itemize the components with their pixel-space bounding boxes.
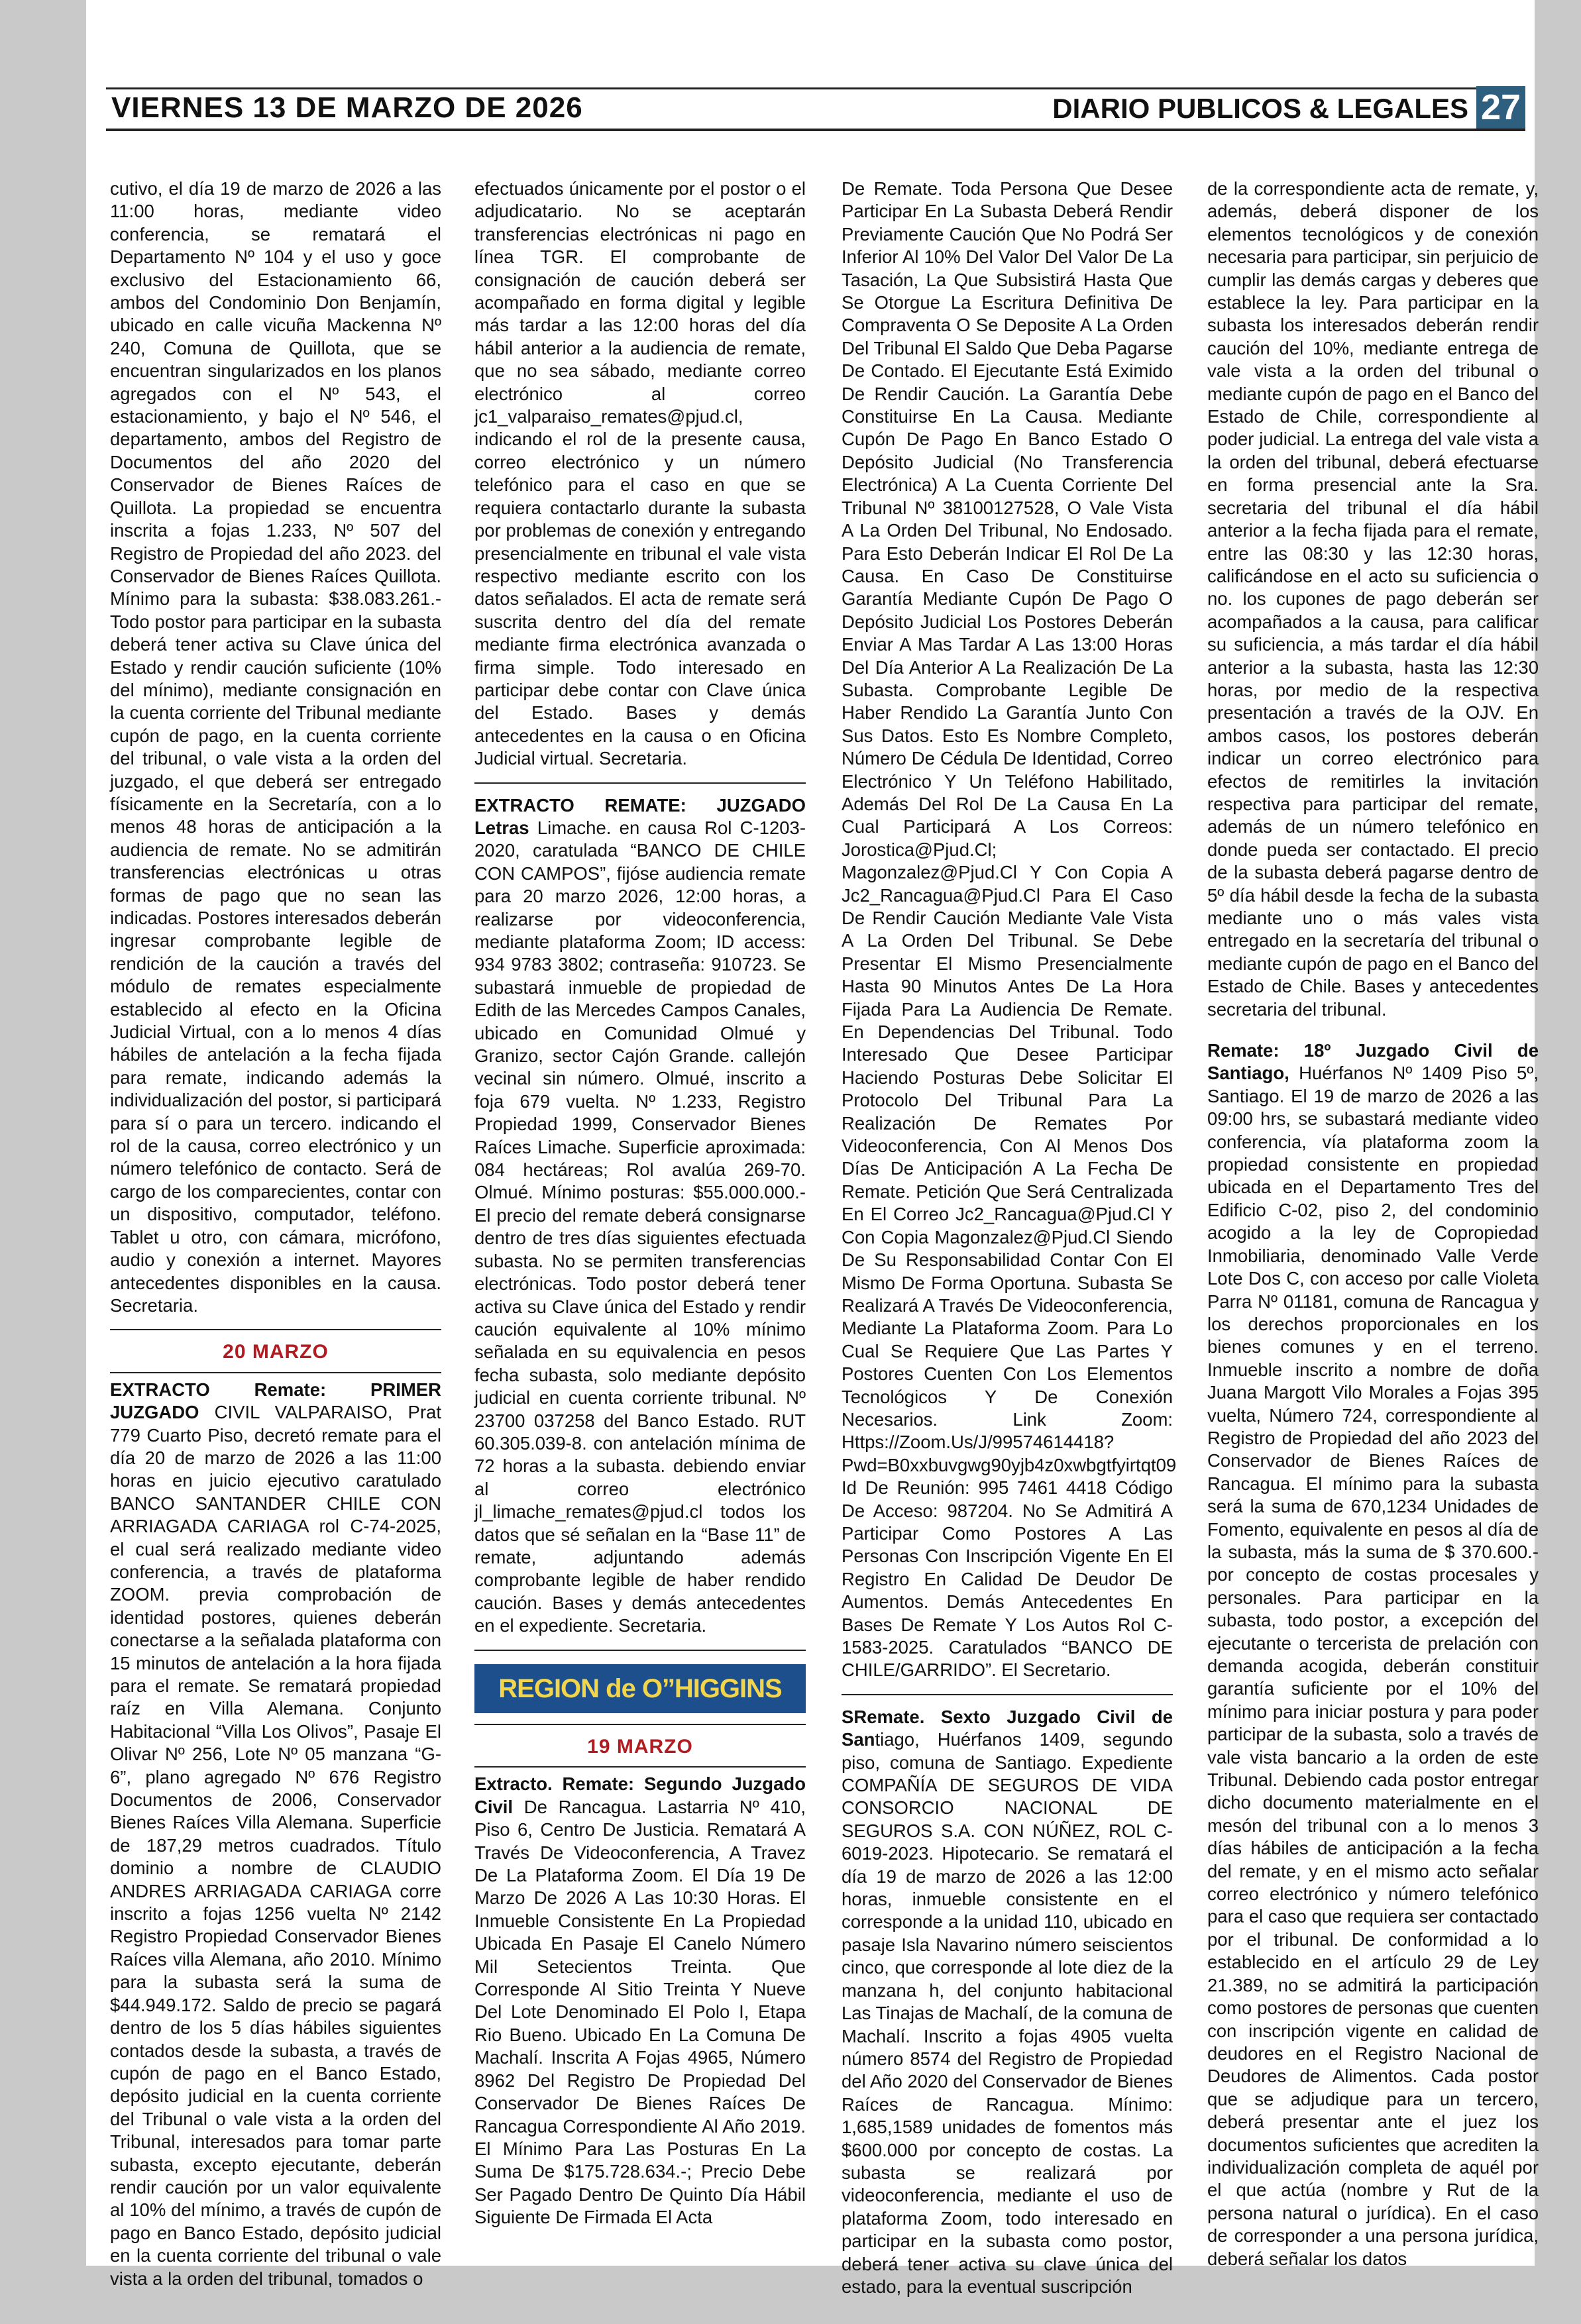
- header-bottom-rule: [106, 129, 1525, 131]
- column-4: [1207, 178, 1539, 2270]
- divider: [842, 1694, 1173, 1695]
- notice-text: de la correspondiente acta de remate, y, además, deberá disponer de los elementos tecnológicos y de conexión necesaria para participar, sin perjuicio de cumplir las demás cargas y deberes que establece la ley. Para participar en la subasta los interesados deberán rendir caución del 10%, mediante entrega de vale vista a la orden del tribunal o mediante cupón de pago en el Banco del Estado de Chile, correspondiente al poder judicial. La entrega del vale vista a la orden del tribunal, deberá efectuarse en forma presencial ante la Sra. secretaria del tribunal el día hábil anterior a la fecha fijada para el remate, entre las 08:30 y las 12:30 horas, calificándose en el acto su suficiencia o no. los cupones de pago deberán ser acompañados a la causa, para calificar su suficiencia, a más tardar el día hábil anterior a la subasta, hasta las 12:30 horas, por medio de la respectiva presentación a través de la OJV. En ambos casos, los postores deberán indicar un correo electrónico para efectos de remitirles la invitación respectiva para participar del remate, además de un número telefónico en donde pueda ser contactado. El precio de la subasta deberá pagarse dentro de 5º día hábil desde la fecha de la subasta mediante uno o más vales vista entregado en la secretaría del tribunal o mediante cupón de pago en el Banco del Estado de Chile. Bases y antecedentes secretaria del tribunal.: [1207, 178, 1539, 1020]
- spacer: [1207, 1021, 1539, 1039]
- divider: [474, 1650, 806, 1651]
- divider: [110, 1372, 441, 1373]
- column-1: [110, 178, 441, 2290]
- divider: [474, 1766, 806, 1768]
- notice-body: Limache. en causa Rol C-1203-2020, caratulada “BANCO DE CHILE CON CAMPOS”, fijóse audiencia remate para 20 marzo 2026, 12:00 horas, a realizarse por videoconferencia, mediante plataforma Zoom; ID access: 934 9783 3802; contraseña: 910723. Se subastará inmueble de propiedad de Edith de las Mercedes Campos Canales, ubicado en Comunidad Olmué y Granizo, sector Cajón Grande. callejón vecinal sin número. Olmué, inscrito a foja 679 vuelta. Nº 1.233, Registro Propiedad 1999, Conservador Bienes Raíces Limache. Superficie aproximada: 084 hectáreas; Rol avalúa 269-70. Olmué. Mínimo posturas: $55.000.000.- El precio del remate deberá consignarse dentro de tres días siguientes efectuada subasta. No se permiten transferencias electrónicas. Todo postor deberá tener activa su Clave única del Estado y rendir caución equivalente al 10% mínimo señalada en su equivalencia en pesos fecha subasta, solo mediante depósito judicial en cuenta corriente tribunal. Nº 23700 037258 del Banco Estado. RUT 60.305.039-8. con antelación mínima de 72 horas a la subasta. debiendo enviar al correo electrónico jl_limache_remates@pjud.cl todos los datos que sé señalan en la “Base 11” de remate, adjuntando además comprobante legible de haber rendido caución. Bases y demás antecedentes en el expediente. Secretaria.: [474, 817, 806, 1636]
- header-top-rule: [106, 87, 1495, 89]
- notice-title: EXTRACTO Remate: PRIMER JUZGADO: [110, 1379, 441, 1423]
- notice-body: tiago, Huérfanos 1409, segundo piso, comuna de Santiago. Expediente COMPAÑÍA DE SEGUROS DE VIDA CONSORCIO NACIONAL DE SEGUROS S.A. CON NÚÑEZ, ROL C-6019-2023. Hipotecario. Se rematará el día 19 de marzo de 2026 a las 12:00 horas, inmueble consistente en el corresponde a la unidad 110, ubicado en pasaje Isla Navarino número seiscientos cinco, que corresponde al lote diez de la manzana h, del conjunto habitacional Las Tinajas de Machalí, de la comuna de Machalí. Inscrito a fojas 4905 vuelta número 8574 del Registro de Propiedad del Año 2020 del Conservador de Bienes Raíces de Rancagua. Mínimo: 1,685,1589 unidades de fomentos más $600.000 por concepto de costas. La subasta se realizará por videoconferencia, mediante el uso de plataforma Zoom, todo interesado en participar en la subasta como postor, deberá tener activa su clave única del estado, para la eventual suscripción: [842, 1729, 1173, 2297]
- region-banner: REGION de O’’HIGGINS: [474, 1664, 806, 1713]
- notice-text: cutivo, el día 19 de marzo de 2026 a las 11:00 horas, mediante video conferencia, se rematará el Departamento Nº 104 y el uso y goce exclusivo del Estacionamiento 66, ambos del Condominio Don Benjamín, ubicado en calle vicuña Mackenna Nº 240, Comuna de Quillota, que se encuentran singularizados en los planos agregados con el Nº 543, el estacionamiento, y bajo el Nº 546, el departamento, ambos del Registro de Documentos del año 2020 del Conservador de Bienes Raíces de Quillota. La propiedad se encuentra inscrita a fojas 1.233, Nº 507 del Registro de Propiedad del año 2023. del Conservador de Bienes Raíces Quillota. Mínimo para la subasta: $38.083.261.- Todo postor para participar en la subasta deberá tener activa su Clave única del Estado y rendir caución suficiente (10% del mínimo), mediante consignación en la cuenta corriente del Tribunal mediante cupón de pago, en la cuenta corriente del tribunal, o vale vista a la orden del juzgado, el que deberá ser entregado físicamente en la Secretaría, con a lo menos 48 horas de anticipación a la audiencia de remate. No se admitirán transferencias electrónicas u otras formas de pago que no sean las indicadas. Postores interesados deberán ingresar comprobante legible de rendición de la caución a través del módulo de remates especialmente establecido al efecto en la Oficina Judicial Virtual, con a lo menos 4 días hábiles de antelación a la fecha fijada para remate, indicando además la individualización del postor, si participará para sí o para un tercero. indicando el rol de la causa, correo electrónico y un número telefónico de contacto. Será de cargo de los comparecientes, contar con un dispositivo, computador, teléfono. Tablet u otro, con cámara, micrófono, audio y conexión a internet. Mayores antecedentes disponibles en la causa. Secretaria.: [110, 178, 441, 1316]
- divider: [474, 782, 806, 784]
- date-heading: 20 MARZO: [223, 1341, 329, 1363]
- notice-text: [1207, 1039, 1539, 2270]
- notice-title: SRemate. Sexto Juzgado Civil de San: [842, 1706, 1173, 1750]
- notice-text: [474, 794, 806, 1638]
- notice-title: Extracto. Remate: Segundo Juzgado Civil: [474, 1773, 806, 1817]
- header-date: VIERNES 13 DE MARZO DE 2026: [111, 91, 583, 124]
- date-heading: 19 MARZO: [587, 1736, 693, 1758]
- notice-body: Huérfanos Nº 1409 Piso 5º, Santiago. El 19 de marzo de 2026 a las 09:00 hrs, se subastará mediante video conferencia, vía plataforma zoom la propiedad consistente en propiedad ubicada en el Departamento Tres del Edificio C-02, piso 2, del condominio acogido a la ley de Copropiedad Inmobiliaria, denominado Valle Verde Lote Dos C, con acceso por calle Violeta Parra Nº 01181, comuna de Rancagua y los derechos proporcionales en los bienes comunes y en el terreno. Inmueble inscrito a nombre de doña Juana Margott Vilo Morales a Fojas 395 vuelta, Número 724, correspondiente al Registro de Propiedad del año 2023 del Conservador de Bienes Raíces de Rancagua. El mínimo para la subasta será la suma de 670,1234 Unidades de Fomento, equivalente en pesos al día de la subasta, más la suma de $ 370.600.- por concepto de costas procesales y personales. Para participar en la subasta, todo postor, a excepción del ejecutante o tercerista de prelación con demanda acogida, deberán constituir garantía suficiente por el 10% del mínimo para iniciar postura y para poder participar de la subasta, solo a través de vale vista bancario a la orden de este Tribunal. Debiendo cada postor entregar dicho documento materialmente en el mesón del tribunal con a lo menos 3 días hábiles de anticipación a la fecha del remate, y en el mismo acto señalar correo electrónico y número telefónico para el caso que requiera ser contactado por el tribunal. De conformidad a lo establecido en el artículo 29 de Ley 21.389, no se admitirá la participación como postores de personas que cuenten con inscripción vigente en calidad de deudores en el Registro Nacional de Deudores de Alimentos. Cada postor que se adjudique para un tercero, deberá presentar ante el juez los documentos suficientes que acrediten la individualización completa de aquél por el que actúa (nombre y Rut de la persona natural o jurídica). En el caso de corresponder a una persona jurídica, deberá señalar los datos: [1207, 1063, 1539, 2269]
- column-2: [474, 178, 806, 2229]
- divider: [474, 1724, 806, 1725]
- column-3: [842, 178, 1177, 2298]
- notice-text: [110, 1379, 441, 2290]
- notice-title: EXTRACTO REMATE: JUZGADO Letras: [474, 794, 806, 838]
- header-publication: DIARIO PUBLICOS & LEGALES: [1052, 93, 1468, 124]
- divider: [110, 1329, 441, 1330]
- notice-body: CIVIL VALPARAISO, Prat 779 Cuarto Piso, decretó remate para el día 20 de marzo de 2026 a las 11:00 horas en juicio ejecutivo caratulado BANCO SANTANDER CHILE CON ARRIAGADA CARIAGA rol C-74-2025, el cual será realizado mediante video conferencia, a través de plataforma ZOOM. previa comprobación de identidad postores, quienes deberán conectarse a la señalada plataforma con 15 minutos de antelación a la hora fijada para el remate. Se rematará propiedad raíz en Villa Alemana. Conjunto Habitacional “Villa Los Olivos”, Pasaje El Olivar Nº 256, Lote Nº 05 manzana “G-6”, plano agregado Nº 676 Registro Documentos de 2006, Conservador Bienes Raíces Villa Alemana. Superficie de 187,29 metros cuadrados. Título dominio a nombre de CLAUDIO ANDRES ARRIAGADA CARIAGA corre inscrito a fojas 1256 vuelta Nº 2142 Registro Propiedad Conservador Bienes Raíces villa Alemana, año 2010. Mínimo para la subasta será la suma de $44.949.172. Saldo de precio se pagará dentro de los 5 días hábiles siguientes contados desde la subasta, a través de cupón de pago en el Banco Estado, depósito judicial en la cuenta corriente del Tribunal o vale vista a la orden del Tribunal, interesados para tomar parte subasta, excepto ejecutante, deberán rendir caución por un valor equivalente al 10% del mínimo, a través de cupón de pago en Banco Estado, depósito judicial en la cuenta corriente del tribunal o vale vista a la orden del tribunal, tomados o: [110, 1402, 441, 2289]
- newspaper-page: [86, 0, 1539, 2297]
- page-number-badge: 27: [1476, 86, 1525, 129]
- notice-title: Remate: 18º Juzgado Civil de Santiago,: [1207, 1040, 1539, 1084]
- notice-text: De Remate. Toda Persona Que Desee Participar En La Subasta Deberá Rendir Previamente Caución Que No Podrá Ser Inferior Al 10% Del Valor Del Valor De La Tasación, La Que Subsistirá Hasta Que Se Otorgue La Escritura Definitiva De Compraventa O Se Deposite A La Orden Del Tribunal El Saldo Que Deba Pagarse De Contado. El Ejecutante Está Eximido De Rendir Caución. La Garantía Debe Constituirse En La Causa. Mediante Cupón De Pago En Banco Estado O Depósito Judicial (No Transferencia Electrónica) A La Cuenta Corriente Del Tribunal Nº 38100127528, O Vale Vista A La Orden Del Tribunal, No Endosado. Para Esto Deberán Indicar El Rol De La Causa. En Caso De Constituirse Garantía Mediante Cupón De Pago O Depósito Judicial Los Postores Deberán Enviar A Mas Tardar A Las 13:00 Horas Del Día Anterior A La Realización De La Subasta. Comprobante Legible De Haber Rendido La Garantía Junto Con Sus Datos. Esto Es Nombre Completo, Número De Cédula De Identidad, Correo Electrónico Y Un Teléfono Habilitado, Además Del Rol De La Causa En La Cual Participará A Los Correos: Jorostica@Pjud.Cl; Magonzalez@Pjud.Cl Y Con Copia A Jc2_Rancagua@Pjud.Cl Para El Caso De Rendir Caución Mediante Vale Vista A La Orden Del Tribunal. Se Debe Presentar El Mismo Presencialmente Hasta 90 Minutos Antes De La Hora Fijada Para La Audiencia De Remate. En Dependencias Del Tribunal. Todo Interesado Que Desee Participar Haciendo Posturas Debe Solicitar El Protocolo Del Tribunal Para La Realización De Remates Por Videoconferencia, Con Al Menos Dos Días De Anticipación A La Fecha De Remate. Petición Que Será Centralizada En El Correo Jc2_Rancagua@Pjud.Cl Y Con Copia Magonzalez@Pjud.Cl Siendo De Su Responsabilidad Contar Con El Mismo De Forma Oportuna. Subasta Se Realizará A Través De Videoconferencia, Mediante La Plataforma Zoom. Para Lo Cual Se Requiere Que Las Partes Y Postores Cuenten Con Los Elementos Tecnológicos Y De Conexión Necesarios. Link Zoom: Https://Zoom.Us/J/99574614418?Pwd=B0xxbuvgwg90yjb4z0xwbgtfyirtqt09 Id De Reunión: 995 7461 4418 Código De Acceso: 987204. No Se Admitirá A Participar Como Postores A Las Personas Con Inscripción Vigente En El Registro En Calidad De Deudor De Aumentos. Demás Antecedentes En Bases De Remate Y Los Autos Rol C-1583-2025. Caratulados “BANCO DE CHILE/GARRIDO”. El Secretario.: [842, 178, 1177, 1681]
- notice-text: [474, 1773, 806, 2229]
- notice-body: De Rancagua. Lastarria Nº 410, Piso 6, Centro De Justicia. Rematará A Través De Videoconferencia, A Travez De La Plataforma Zoom. El Día 19 De Marzo De 2026 A Las 10:30 Horas. El Inmueble Consistente En La Propiedad Ubicada En Pasaje El Canelo Número Mil Setecientos Treinta. Que Corresponde Al Sitio Treinta Y Nueve Del Lote Denominado El Polo I, Etapa Rio Bueno. Ubicado En La Comuna De Machalí. Inscrita A Fojas 4965, Número 8962 Del Registro De Propiedad Del Conservador De Bienes Raíces De Rancagua Correspondiente Al Año 2019. El Mínimo Para Las Posturas En La Suma De $175.728.634.-; Precio Debe Ser Pagado Dentro De Quinto Día Hábil Siguiente De Firmada El Acta: [474, 1796, 806, 2228]
- notice-text: [842, 1706, 1173, 2299]
- notice-text: efectuados únicamente por el postor o el adjudicatario. No se aceptarán transferencias electrónicas ni pago en línea TGR. El comprobante de consignación de caución deberá ser acompañado en forma digital y legible más tardar a las 12:00 horas del día hábil anterior a la audiencia de remate, que no sea sábado, mediante correo electrónico al correo jc1_valparaiso_remates@pjud.cl, indicando el rol de la presente causa, correo electrónico y un número telefónico para el caso en que se requiera contactarlo durante la subasta por problemas de conexión y entregando presencialmente en tribunal el vale vista respectivo mediante escrito con los datos señalados. El acta de remate será suscrita dentro del día del remate mediante firma electrónica avanzada o firma simple. Todo interesado en participar debe contar con Clave única del Estado. Bases y demás antecedentes en la causa o en Oficina Judicial virtual. Secretaria.: [474, 178, 806, 769]
